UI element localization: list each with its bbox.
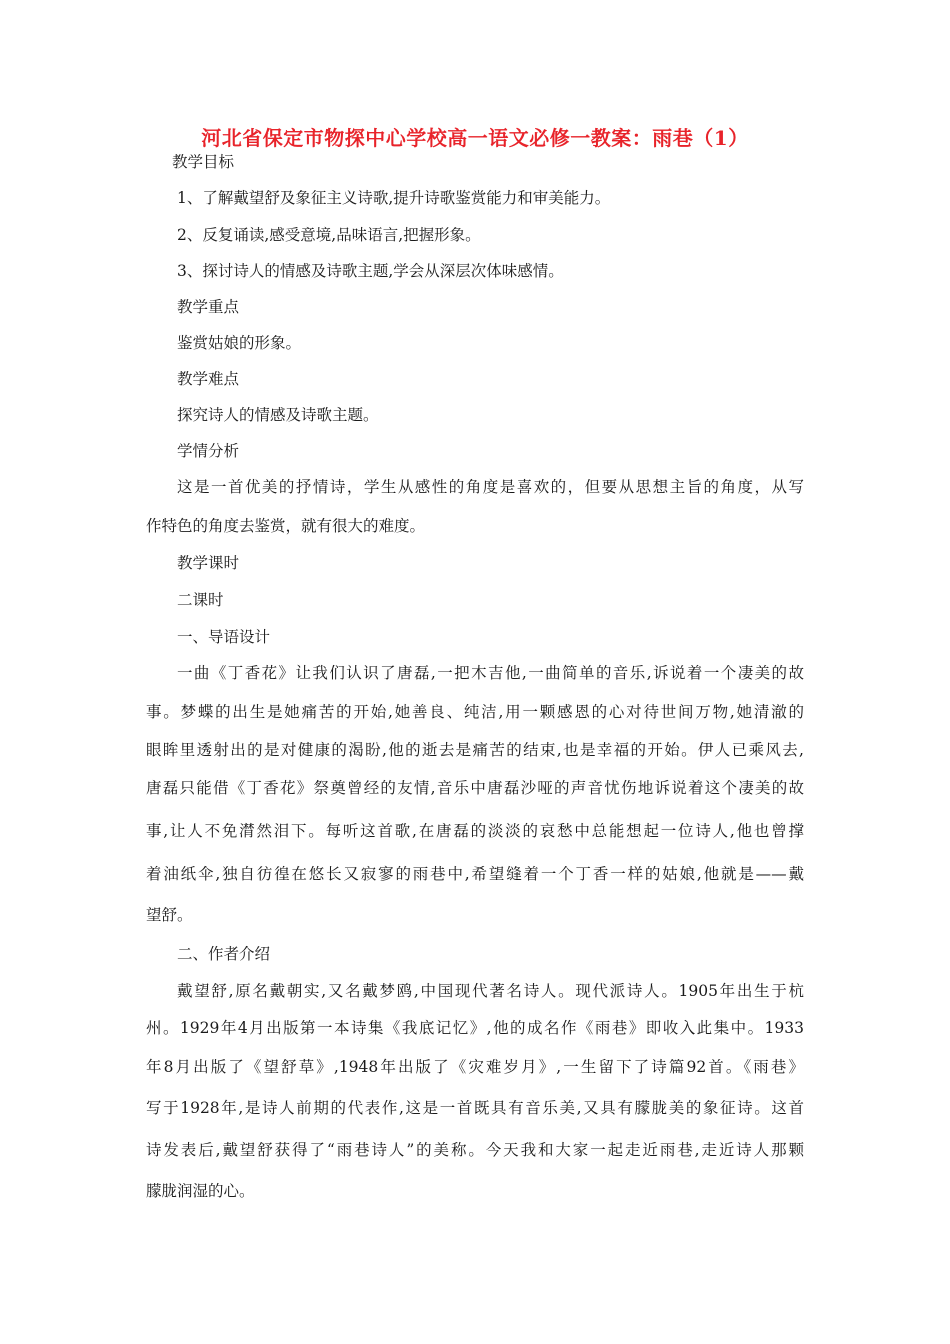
author-line: 州。1929年4月出版第一本诗集《我底记忆》,他的成名作《雨巷》即收入此集中。1933 [146, 1019, 804, 1037]
difficulty-heading: 教学难点 [177, 370, 240, 388]
intro-line: 唐磊只能借《丁香花》祭奠曾经的友情,音乐中唐磊沙哑的声音忧伤地诉说着这个凄美的故 [146, 779, 804, 797]
author-line: 戴望舒,原名戴朝实,又名戴梦鸥,中国现代著名诗人。现代派诗人。1905年出生于杭 [177, 982, 804, 1000]
intro-line: 一曲《丁香花》让我们认识了唐磊,一把木吉他,一曲简单的音乐,诉说着一个凄美的故 [177, 664, 804, 682]
intro-line: 事。梦蝶的出生是她痛苦的开始,她善良、纯洁,用一颗感恩的心对待世间万物,她清澈的 [146, 703, 804, 721]
difficulty-text: 探究诗人的情感及诗歌主题。 [177, 406, 379, 424]
author-line: 年8月出版了《望舒草》,1948年出版了《灾难岁月》,一生留下了诗篇92首。《雨巷》 [146, 1058, 804, 1076]
intro-line: 眼眸里透射出的是对健康的渴盼,他的逝去是痛苦的结束,也是幸福的开始。伊人已乘风去, [146, 741, 804, 759]
intro-line: 望舒。 [146, 906, 193, 924]
document-title: 河北省保定市物探中心学校高一语文必修一教案：雨巷（1） [201, 126, 749, 150]
author-line: 朦胧润湿的心。 [146, 1182, 255, 1200]
hours-text: 二课时 [177, 591, 224, 609]
key-point-text: 鉴赏姑娘的形象。 [177, 334, 302, 352]
intro-heading: 一、导语设计 [177, 628, 271, 646]
intro-line: 事,让人不免潸然泪下。每听这首歌,在唐磊的淡淡的哀愁中总能想起一位诗人,他也曾撑 [146, 822, 804, 840]
author-line: 诗发表后,戴望舒获得了“雨巷诗人”的美称。今天我和大家一起走近雨巷,走近诗人那颗 [146, 1141, 804, 1159]
objectives-heading: 教学目标 [172, 153, 235, 171]
hours-heading: 教学课时 [177, 554, 240, 572]
author-line: 写于1928年,是诗人前期的代表作,这是一首既具有音乐美,又具有朦胧美的象征诗。这首 [146, 1099, 804, 1117]
author-heading: 二、作者介绍 [177, 945, 271, 963]
key-point-heading: 教学重点 [177, 298, 240, 316]
objective-item: 1、了解戴望舒及象征主义诗歌,提升诗歌鉴赏能力和审美能力。 [177, 189, 611, 207]
analysis-heading: 学情分析 [177, 442, 240, 460]
intro-line: 着油纸伞,独自彷徨在悠长又寂寥的雨巷中,希望缝着一个丁香一样的姑娘,他就是——戴 [146, 865, 804, 883]
analysis-line: 作特色的角度去鉴赏，就有很大的难度。 [146, 517, 426, 535]
analysis-line: 这是一首优美的抒情诗，学生从感性的角度是喜欢的，但要从思想主旨的角度，从写 [177, 478, 804, 496]
objective-item: 3、探讨诗人的情感及诗歌主题,学会从深层次体味感情。 [177, 262, 564, 280]
objective-item: 2、反复诵读,感受意境,品味语言,把握形象。 [177, 226, 481, 244]
